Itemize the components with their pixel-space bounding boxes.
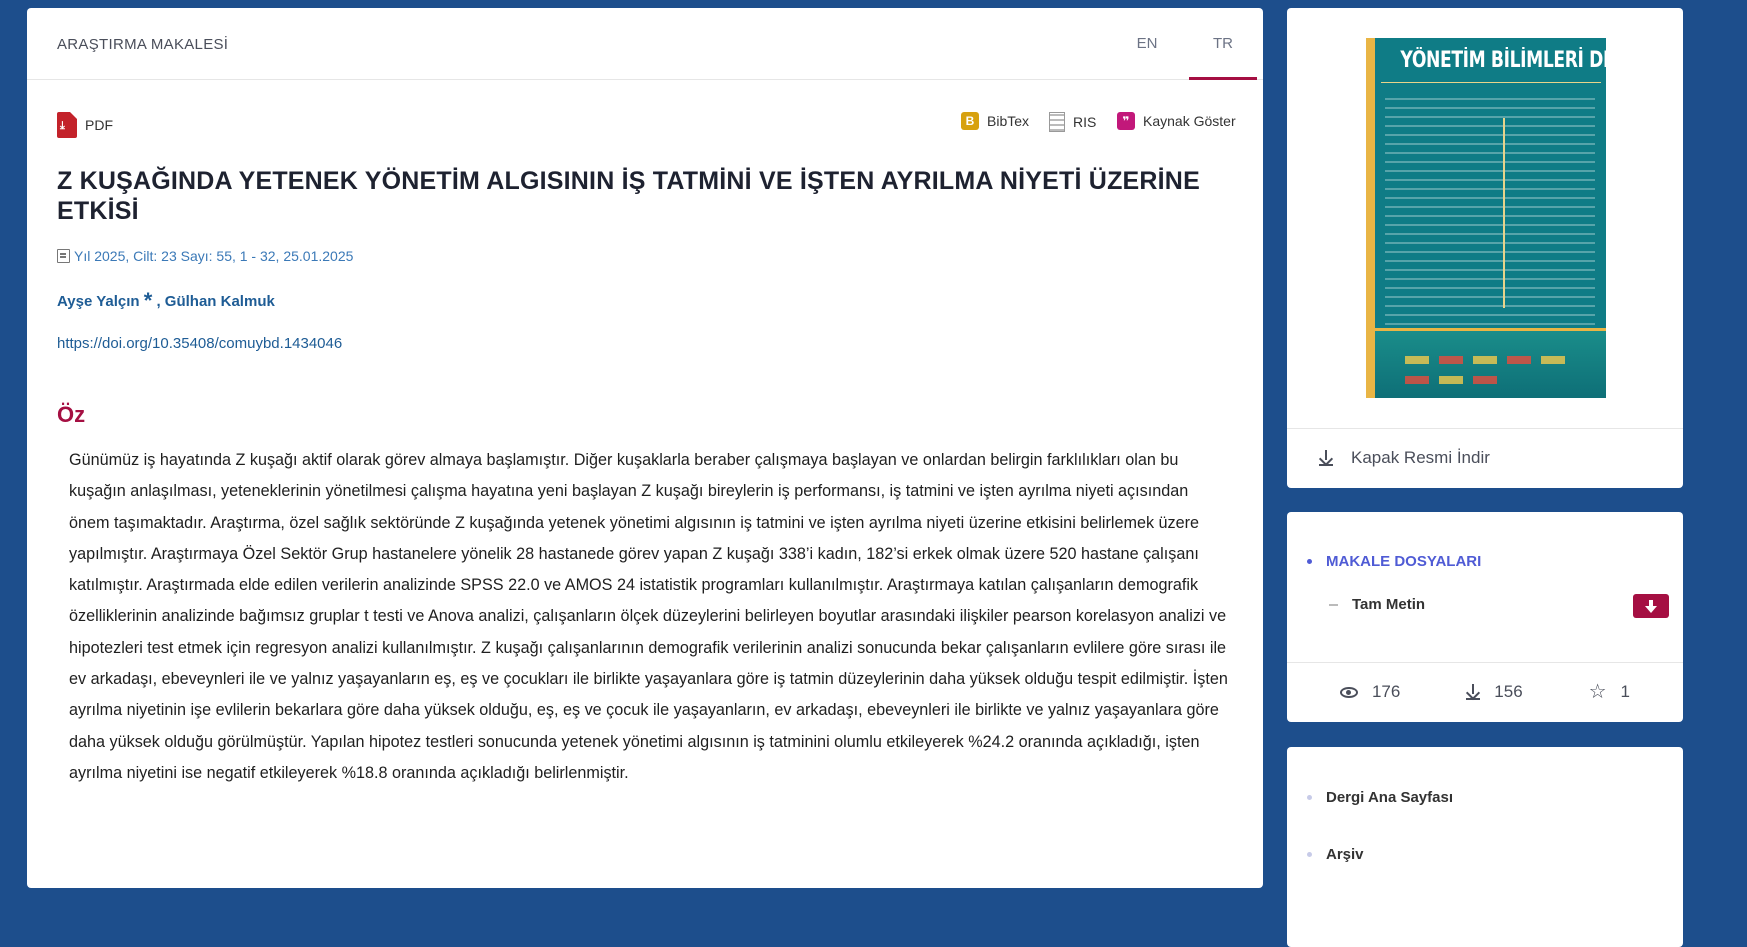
download-icon [1466,684,1480,700]
article-title: Z KUŞAĞINDA YETENEK YÖNETİM ALGISININ İŞ TATMİNİ VE İŞTEN AYRILMA NİYETİ ÜZERİNE ETKİSİ [57,167,1200,225]
abstract-heading: Öz [57,402,86,427]
doi-link[interactable]: https://doi.org/10.35408/comuybd.1434046 [57,335,343,352]
star-icon: ☆ [1588,681,1607,703]
abstract-text: Günümüz iş hayatında Z kuşağı aktif olarak görev almaya başlamıştır. Diğer kuşaklarla beraber çalışmaya başlayan ve onlardan belirgin farklılıkları olan bu kuşağın anlaşılması, yeteneklerinin yönetilmesi çalışma hayatına yeni başlayan Z kuşağı bireylerin iş performansı, iş tatmini ve işten ayrılma niyeti açısından önem taşımaktadır. Araştırma, özel sağlık sektöründe Z kuşağında yetenek yönetimi algısının iş tatmini ve işten ayrılma niyeti üzerine etkisini belirlemek üzere yapılmıştır. Araştırmaya Özel Sektör Grup hastanelere yönelik 28 hastanede görev yapan Z kuşağı 338’i kadın, 182’si erkek olmak üzere 520 hastane çalışanı katılmıştır. Araştırmada elde edilen verilerin analizinde SPSS 22.0 ve AMOS 24 istatistik programları kullanılmıştır. Araştırmaya katılan çalışanların demografik özelliklerinin analizinde bağımsız gruplar t testi ve Anova analizi, çalışanların ölçek düzeylerini belirleyen boyutlar arasındaki ilişkiler pearson korelasyon analizi ve hipotezleri test etmek için regresyon analizi kullanılmıştır. Z kuşağı çalışanlarının demografik verilerinin analizi sonucunda bekar çalışanların evlilere göre sırası ile ev arkadaşı, ebeveynleri ile ve yalnız yaşayanların eş, eş ve çocukları ile birlikte yaşayanlara göre iş tatmin düzeylerinin daha yüksek olduğu tespit edilmiştir. İşten ayrılma niyetinin işe evlilerin bekarlara göre daha yüksek olduğu, eş, eş ve çocuk ile yaşayanların, ev arkadaşı, ebeveynleri ile birlikte ve yalnız yaşayanlara göre daha yüksek olduğu görülmüştür. Yapılan hipotez testleri sonucunda yetenek yönetimi algısının iş tatminini olumlu etkileyerek %24.2 oranında açıkladığı, işten ayrılma niyetini ise negatif etkileyerek %18.8 oranında açıkladığı belirlenmiştir. [69,451,1228,782]
file-item-label[interactable]: Tam Metin [1352,596,1426,613]
bullet-icon [1307,852,1312,857]
ris-icon [1049,112,1065,132]
article-stats [1287,682,1683,702]
cover-card [1287,8,1683,488]
article-type-label: ARAŞTIRMA MAKALESİ [57,36,229,53]
article-header [27,8,1263,80]
pdf-icon: ⤓ [57,112,77,138]
bibtex-link[interactable] [961,112,1029,130]
download-count [1466,682,1522,702]
cite-icon: ❞ [1117,112,1135,130]
view-count-value: 176 [1371,682,1401,701]
bullet-icon [1307,559,1312,564]
ris-link[interactable] [1049,112,1096,132]
cover-footer [1375,328,1606,398]
cover-index-logos [1405,356,1585,386]
nav-item-archive[interactable] [1307,846,1364,863]
bullet-icon [1307,795,1312,800]
nav-item-journal-home[interactable] [1307,789,1453,806]
article-files-card [1287,512,1683,722]
cite-link[interactable] [1117,112,1236,130]
article-card [27,8,1263,888]
tab-language-tr[interactable]: TR [1189,8,1257,80]
nav-item-label: Dergi Ana Sayfası [1326,789,1453,806]
article-files-heading [1307,553,1481,570]
bibtex-icon: B [961,112,979,130]
view-count [1340,682,1400,702]
tab-language-en[interactable]: EN [1136,35,1158,52]
download-count-value: 156 [1494,682,1523,701]
file-item-full-text [1329,596,1669,613]
author-link[interactable]: Ayşe Yalçın [57,293,140,310]
dash-icon [1329,604,1338,606]
full-text-download-button[interactable] [1633,594,1669,618]
arrow-down-icon [1645,606,1657,613]
eye-icon [1340,687,1358,698]
download-cover-link[interactable] [1319,448,1490,468]
author-list [57,288,275,314]
language-tabs [1113,8,1263,80]
pdf-download-link[interactable] [57,112,113,138]
article-files-heading-label: MAKALE DOSYALARI [1326,553,1482,570]
cover-column-separator [1503,118,1505,308]
download-icon [1319,450,1333,466]
bibtex-label: BibTex [987,113,1030,129]
download-cover-label: Kapak Resmi İndir [1351,448,1490,467]
journal-cover-image[interactable] [1366,38,1665,398]
nav-item-label: Arşiv [1326,846,1364,863]
article-toolbar [27,106,1263,146]
ris-label: RIS [1073,114,1097,130]
document-icon [57,249,70,263]
divider [1287,428,1683,429]
issue-link[interactable]: Yıl 2025, Cilt: 23 Sayı: 55, 1 - 32, 25.01.2025 [74,248,354,264]
divider [1287,662,1683,663]
journal-nav-card [1287,747,1683,947]
cover-contents-lines [1385,98,1595,328]
favorite-count-value: 1 [1620,682,1630,701]
cover-journal-title: YÖNETİM BİLİMLERİ DERGİSİ [1400,48,1665,73]
corresponding-author-star: * [143,288,153,313]
article-meta [57,248,353,264]
favorite-count[interactable] [1589,682,1630,702]
cover-divider-line [1381,82,1601,87]
pdf-label: PDF [85,117,113,133]
author-link[interactable]: , Gülhan Kalmuk [156,293,275,310]
cite-label: Kaynak Göster [1143,113,1236,129]
